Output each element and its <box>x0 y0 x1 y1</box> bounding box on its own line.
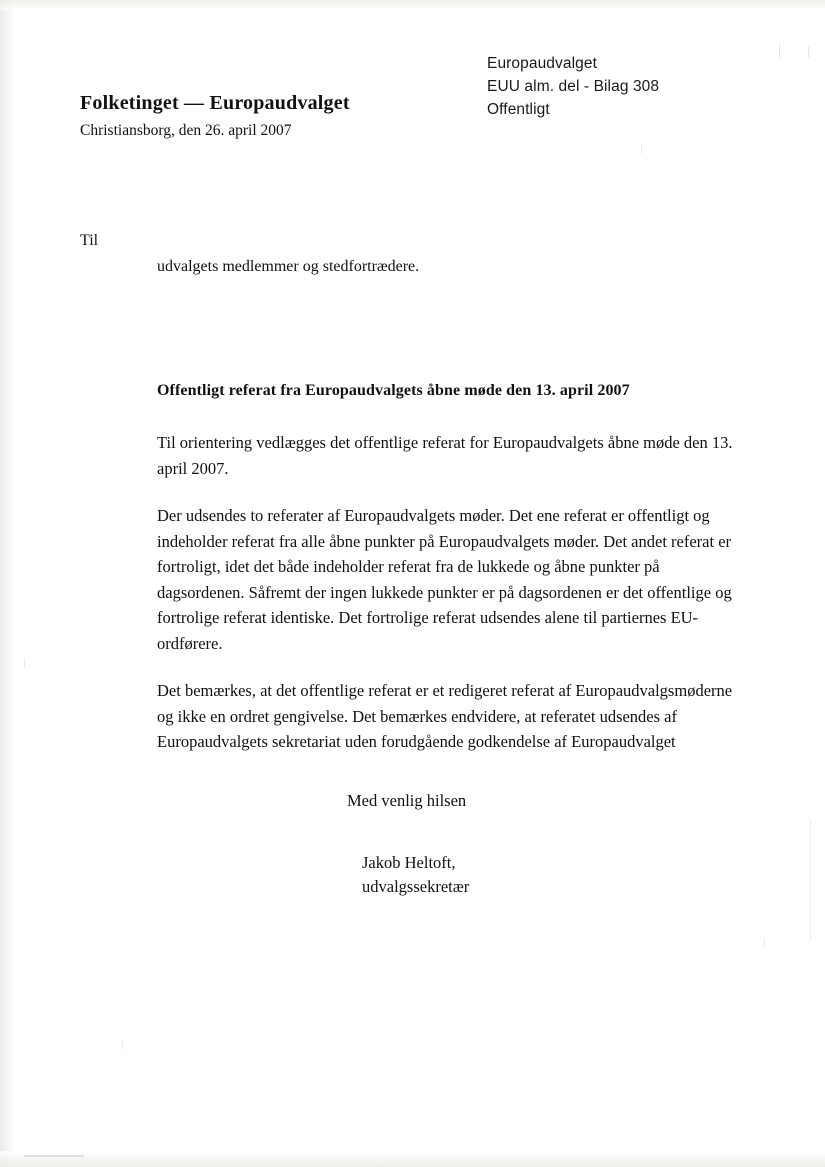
scan-edge-bottom <box>0 1151 825 1167</box>
page-title: Folketinget — Europaudvalget <box>80 92 350 114</box>
stamp-line-committee: Europaudvalget <box>487 55 597 72</box>
letter-body <box>157 382 747 777</box>
scan-artifact <box>24 658 25 668</box>
letter-heading: Offentligt referat fra Europaudvalgets åbne møde den 13. april 2007 <box>157 382 630 399</box>
letterhead-place-date: Christiansborg, den 26. april 2007 <box>80 122 292 139</box>
signer-title: udvalgssekretær <box>362 876 470 896</box>
scan-artifact <box>779 44 780 58</box>
scan-edge-top <box>0 0 825 10</box>
stamp-line-classification: Offentligt <box>487 101 550 118</box>
scan-artifact <box>764 938 765 948</box>
scan-artifact <box>808 46 809 58</box>
letter-paragraph-1: Til orientering vedlægges det offentlige referat for Europaudvalgets åbne møde den 13. april 2007. <box>157 433 733 478</box>
addressee-recipients: udvalgets medlemmer og stedfortrædere. <box>157 258 420 275</box>
signature-block <box>362 851 747 899</box>
letter-closing <box>157 788 747 899</box>
addressee-label: Til <box>80 232 99 249</box>
scan-artifact <box>24 1155 84 1157</box>
letterhead <box>80 92 350 140</box>
letter-paragraph-2: Der udsendes to referater af Europaudvalgets møder. Det ene referat er offentligt og indeholder referat fra alle åbne punkter på Europaudvalgets møder. Det andet referat er fortroligt, idet det både indeholder referat fra de lukkede og åbne punkter på dagsordenen. Såfremt der ingen lukkede punkter er på dagsordenen er det offentlige og fortrolige referat identiske. Det fortrolige referat udsendes alene til partiernes EU-ordførere. <box>157 506 732 653</box>
scan-edge-left <box>0 0 14 1167</box>
scan-artifact <box>122 1040 123 1050</box>
document-stamp <box>487 52 659 121</box>
stamp-line-reference: EUU alm. del - Bilag 308 <box>487 78 660 95</box>
signer-name: Jakob Heltoft, <box>362 852 456 872</box>
scan-artifact <box>641 144 642 154</box>
letter-paragraph-3: Det bemærkes, at det offentlige referat er et redigeret referat af Europaudvalgsmøderne og ikke en ordret gengivelse. Det bemærkes endvidere, at referatet udsendes af Europaudvalgets sekretariat uden forudgående godkendelse af Europaudvalget <box>157 681 733 751</box>
closing-regards: Med venlig hilsen <box>347 791 467 810</box>
scan-artifact <box>810 820 811 940</box>
